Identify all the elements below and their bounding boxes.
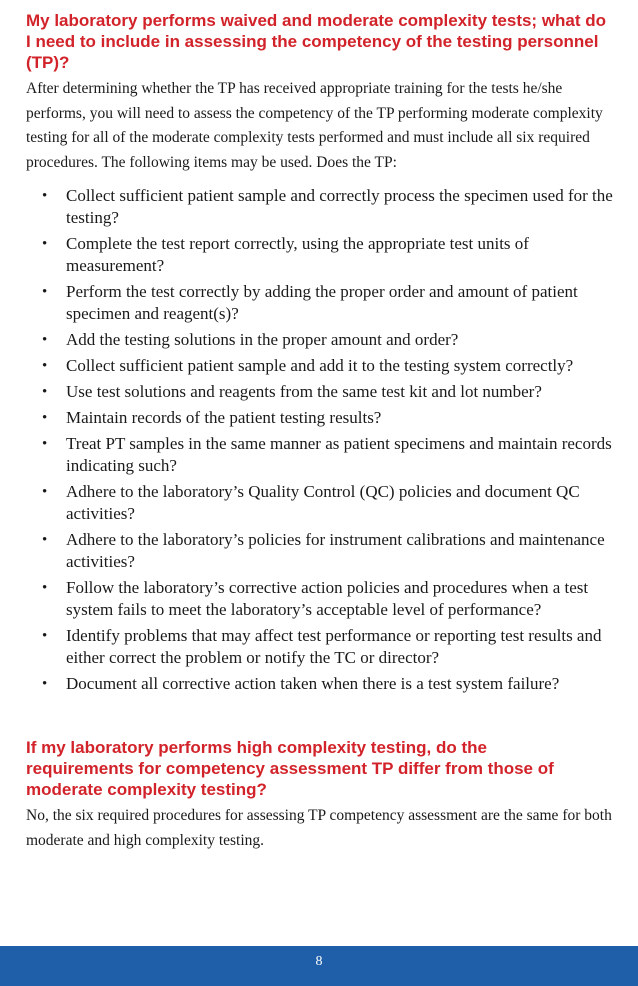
section-heading-high-complexity: If my laboratory performs high complexity testing, do the requirements for competency assessment TP differ from those of moderate complexity testing? bbox=[26, 738, 554, 799]
list-item: • Follow the laboratory’s corrective action policies and procedures when a test system fails to meet the laboratory’s acceptable level of performance? bbox=[42, 578, 589, 619]
footer-bar bbox=[0, 946, 638, 986]
list-item: • Document all corrective action taken when there is a test system failure? bbox=[42, 674, 560, 693]
page-content bbox=[26, 10, 614, 853]
bullet-icon: • bbox=[42, 410, 48, 426]
bullet-icon: • bbox=[42, 332, 48, 348]
list-item: • Collect sufficient patient sample and correctly process the specimen used for the testing? bbox=[42, 186, 613, 227]
list-item: • Complete the test report correctly, using the appropriate test units of measurement? bbox=[42, 234, 529, 275]
bullet-icon: • bbox=[42, 580, 48, 596]
bullet-icon: • bbox=[42, 384, 48, 400]
bullet-icon: • bbox=[42, 188, 48, 204]
bullet-icon: • bbox=[42, 532, 48, 548]
list-item: • Adhere to the laboratory’s policies for instrument calibrations and maintenance activities? bbox=[42, 530, 605, 571]
bullet-icon: • bbox=[42, 676, 48, 692]
page-number: 8 bbox=[315, 954, 323, 969]
section-paragraph-moderate: After determining whether the TP has received appropriate training for the tests he/she performs, you will need to assess the competency of the TP performing moderate complexity testing for all of the moderate complexity tests performed and must include all six required procedures. The following items may be used. Does the TP: bbox=[26, 80, 603, 171]
list-item: • Add the testing solutions in the proper amount and order? bbox=[42, 330, 459, 349]
bullet-icon: • bbox=[42, 484, 48, 500]
bullet-icon: • bbox=[42, 236, 48, 252]
list-item: • Identify problems that may affect test performance or reporting test results and either correct the problem or notify the TC or director? bbox=[42, 626, 602, 667]
section-heading-waived-moderate: My laboratory performs waived and moderate complexity tests; what do I need to include in assessing the competency of the testing personnel (TP)? bbox=[26, 11, 607, 72]
bullet-icon: • bbox=[42, 628, 48, 644]
list-item: • Treat PT samples in the same manner as patient specimens and maintain records indicating such? bbox=[42, 434, 612, 475]
list-item: • Perform the test correctly by adding the proper order and amount of patient specimen and reagent(s)? bbox=[42, 282, 578, 323]
bullet-icon: • bbox=[42, 436, 48, 452]
competency-checklist bbox=[26, 185, 614, 695]
list-item: • Maintain records of the patient testing results? bbox=[42, 408, 382, 427]
section-paragraph-high-complexity: No, the six required procedures for assessing TP competency assessment are the same for both moderate and high complexity testing. bbox=[26, 807, 612, 849]
bullet-icon: • bbox=[42, 358, 48, 374]
bullet-icon: • bbox=[42, 284, 48, 300]
list-item: • Use test solutions and reagents from the same test kit and lot number? bbox=[42, 382, 542, 401]
list-item: • Collect sufficient patient sample and add it to the testing system correctly? bbox=[42, 356, 574, 375]
list-item: • Adhere to the laboratory’s Quality Control (QC) policies and document QC activities? bbox=[42, 482, 580, 523]
